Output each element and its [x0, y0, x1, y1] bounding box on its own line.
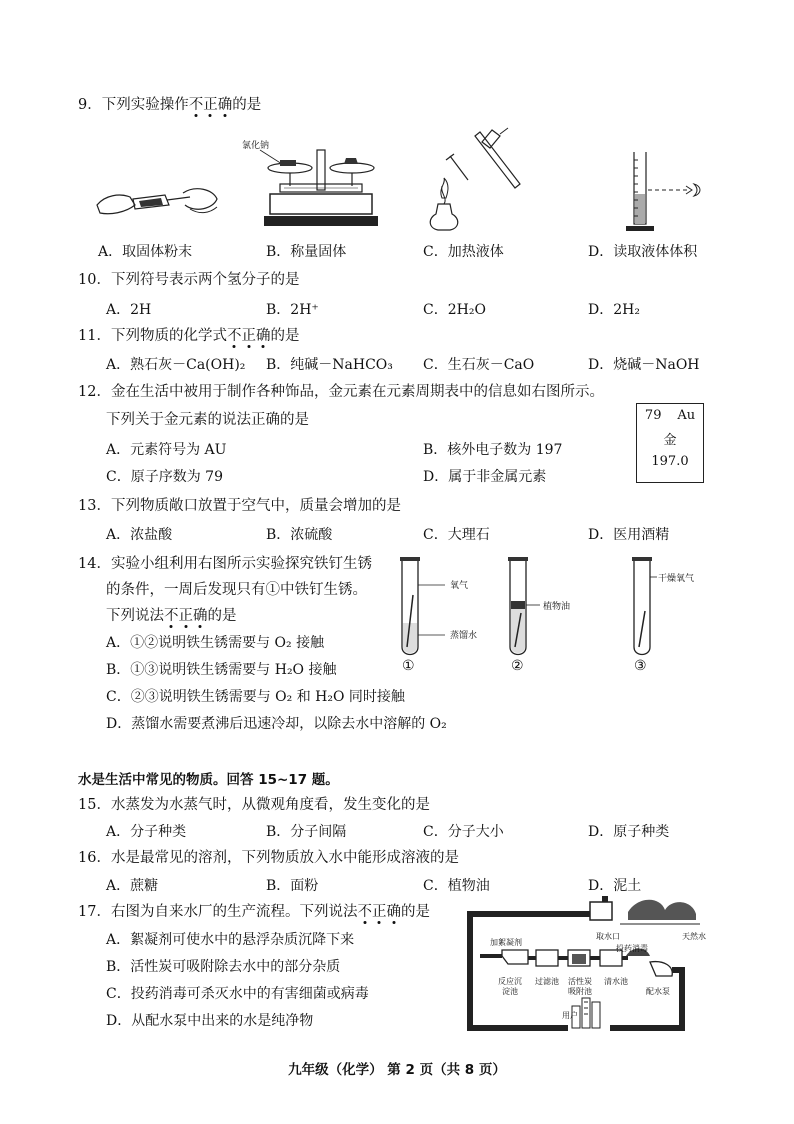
q16-option-b[interactable]: B．面粉	[266, 878, 319, 894]
take-powder-illustration	[95, 185, 225, 230]
q16-option-c[interactable]: C．植物油	[423, 878, 490, 894]
label-oxygen: 氧气	[450, 581, 469, 591]
q9-option-b[interactable]: B．称量固体	[266, 244, 347, 260]
q9-option-c[interactable]: C．加热液体	[423, 244, 504, 260]
label-intake: 取水口	[596, 932, 620, 941]
q17-option-c[interactable]: C．投药消毒可杀灭水中的有害细菌或病毒	[106, 986, 369, 1002]
element-name: 金	[663, 433, 677, 448]
q12-option-b[interactable]: B．核外电子数为 197	[423, 442, 563, 458]
q17-stem: 17．右图为自来水厂的生产流程。下列说法不正确的是	[78, 904, 430, 920]
label-pump: 配水泵	[646, 987, 670, 996]
q9-stem: 9．下列实验操作不正确的是	[78, 97, 262, 113]
label-filter-tank: 过滤池	[535, 977, 559, 986]
heat-liquid-illustration	[420, 128, 530, 233]
q12-option-a[interactable]: A．元素符号为 AU	[106, 442, 227, 458]
q13-option-d[interactable]: D．医用酒精	[588, 527, 670, 543]
q14-option-a[interactable]: A．①②说明铁生锈需要与 O₂ 接触	[106, 635, 325, 651]
q9-option-d[interactable]: D．读取液体体积	[588, 244, 698, 260]
q10-stem: 10．下列符号表示两个氢分子的是	[78, 272, 300, 288]
q11-option-b[interactable]: B．纯碱－NaHCO₃	[266, 357, 393, 373]
q17-option-b[interactable]: B．活性炭可吸附除去水中的部分杂质	[106, 959, 341, 975]
q15-option-c[interactable]: C．分子大小	[423, 824, 504, 840]
q11-stem: 11．下列物质的化学式不正确的是	[78, 328, 300, 344]
page-footer: 九年级（化学） 第 2 页（共 8 页）	[288, 1062, 506, 1078]
label-user: 用户	[562, 1011, 578, 1020]
tube-3-label: ③	[634, 658, 647, 674]
q15-option-b[interactable]: B．分子间隔	[266, 824, 347, 840]
q15-stem: 15．水蒸发为水蒸气时，从微观角度看，发生变化的是	[78, 797, 430, 813]
tube-2-label: ②	[511, 658, 524, 674]
q13-stem: 13．下列物质敞口放置于空气中，质量会增加的是	[78, 498, 401, 514]
q12-stem-line1: 12．金在生活中被用于制作各种饰品，金元素在元素周期表中的信息如右图所示。	[78, 384, 604, 400]
label-distilled-water: 蒸馏水	[450, 631, 478, 641]
label-vegetable-oil: 植物油	[543, 602, 571, 612]
water-plant-diagram	[460, 890, 710, 1040]
q14-option-c[interactable]: C．②③说明铁生锈需要与 O₂ 和 H₂O 同时接触	[106, 689, 405, 705]
q13-option-b[interactable]: B．浓硫酸	[266, 527, 333, 543]
nacl-label: 氯化钠	[242, 141, 270, 151]
element-symbol: Au	[677, 408, 696, 423]
q17-option-a[interactable]: A．絮凝剂可使水中的悬浮杂质沉降下来	[106, 932, 355, 948]
label-disinfect: 投药消毒	[616, 944, 648, 953]
q12-option-c[interactable]: C．原子序数为 79	[106, 469, 223, 485]
label-flocculant: 加絮凝剂	[490, 938, 522, 947]
q16-option-a[interactable]: A．蔗糖	[106, 878, 159, 894]
element-mass: 197.0	[651, 454, 689, 469]
q13-option-a[interactable]: A．浓盐酸	[106, 527, 173, 543]
tube-1-label: ①	[402, 658, 415, 674]
q11-option-c[interactable]: C．生石灰－CaO	[423, 357, 535, 373]
element-number: 79	[644, 408, 662, 423]
section-header: 水是生活中常见的物质。回答 15~17 题。	[78, 772, 339, 788]
q12-stem-line2: 下列关于金元素的说法正确的是	[106, 412, 309, 428]
q14-stem-line2: 的条件，一周后发现只有①中铁钉生锈。	[106, 582, 367, 598]
q11-option-a[interactable]: A．熟石灰－Ca(OH)₂	[106, 357, 246, 373]
q10-option-b[interactable]: B．2H⁺	[266, 302, 319, 318]
element-card-au	[636, 403, 704, 483]
q15-option-d[interactable]: D．原子种类	[588, 824, 670, 840]
q15-option-a[interactable]: A．分子种类	[106, 824, 187, 840]
q10-option-c[interactable]: C．2H₂O	[423, 302, 486, 318]
label-clear-tank: 清水池	[604, 977, 628, 986]
q14-stem-line3: 下列说法不正确的是	[106, 608, 237, 624]
label-carbon-tank: 活性炭 吸附池	[568, 977, 592, 996]
q10-option-d[interactable]: D．2H₂	[588, 302, 640, 318]
q10-option-a[interactable]: A．2H	[106, 302, 152, 318]
q17-option-d[interactable]: D．从配水泵中出来的水是纯净物	[106, 1013, 314, 1029]
label-dry-oxygen: 干燥氧气	[658, 574, 695, 584]
label-reaction-tank: 反应沉 淀池	[498, 977, 522, 996]
q14-stem-line1: 14．实验小组利用右图所示实验探究铁钉生锈	[78, 556, 372, 572]
balance-illustration	[260, 150, 380, 232]
q9-option-a[interactable]: A．取固体粉末	[98, 244, 193, 260]
q16-stem: 16．水是最常见的溶剂，下列物质放入水中能形成溶液的是	[78, 850, 459, 866]
q11-option-d[interactable]: D．烧碱－NaOH	[588, 357, 700, 373]
q14-option-b[interactable]: B．①③说明铁生锈需要与 H₂O 接触	[106, 662, 337, 678]
read-volume-illustration	[620, 150, 710, 235]
q12-option-d[interactable]: D．属于非金属元素	[423, 469, 547, 485]
q13-option-c[interactable]: C．大理石	[423, 527, 490, 543]
label-natural-water: 天然水	[682, 932, 706, 941]
q16-option-d[interactable]: D．泥土	[588, 878, 642, 894]
q14-option-d[interactable]: D．蒸馏水需要煮沸后迅速冷却，以除去水中溶解的 O₂	[106, 716, 447, 732]
